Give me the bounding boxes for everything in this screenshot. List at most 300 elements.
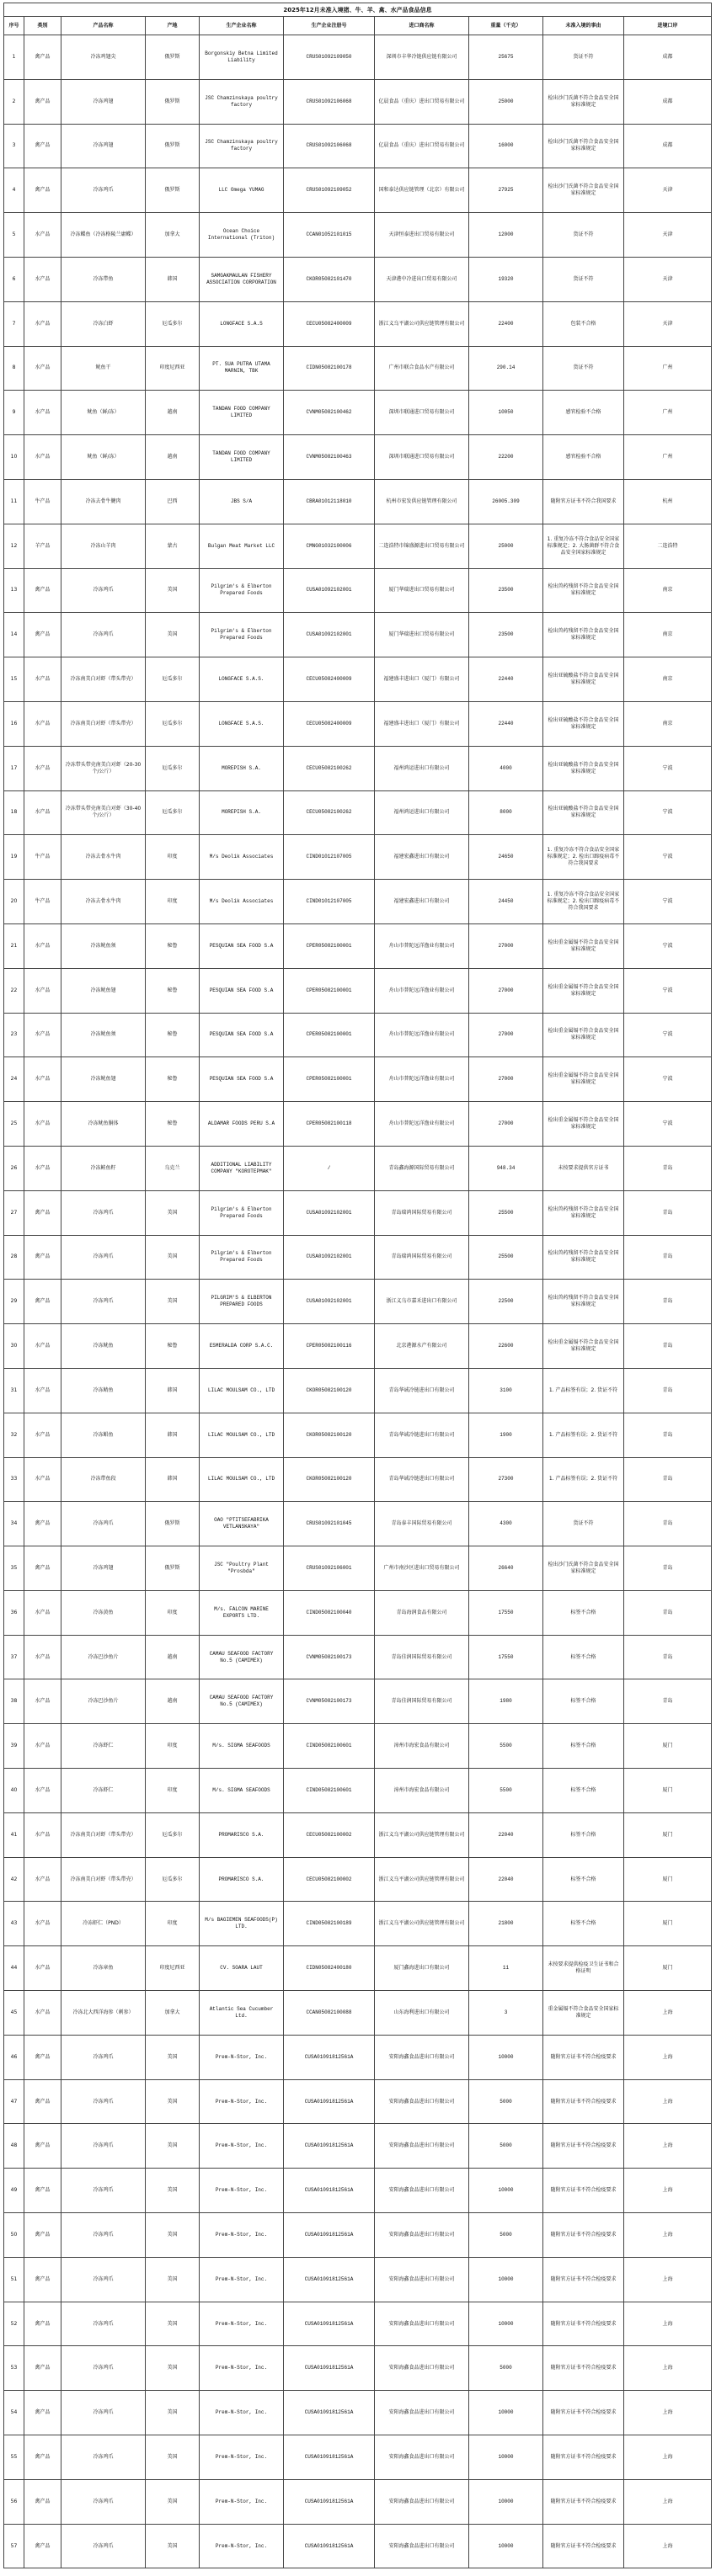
cell-port: 宁波	[624, 880, 712, 924]
cell-producer: CAMAU SEAFOOD FACTORY No.5 (CAMIMEX)	[200, 1636, 284, 1680]
cell-category: 水产品	[24, 1946, 61, 1991]
cell-weight: 290.14	[469, 347, 543, 391]
cell-weight: 22440	[469, 702, 543, 747]
cell-category: 水产品	[24, 1591, 61, 1636]
cell-product-name: 冷冻鸡翅	[61, 1546, 146, 1591]
cell-producer: ALDAMAR FOODS PERU S.A	[200, 1102, 284, 1147]
cell-weight: 24650	[469, 835, 543, 880]
cell-importer: 国和泰达供应链管理（北京）有限公司	[375, 168, 469, 213]
cell-serial: 10	[4, 435, 24, 480]
cell-registration-no: CPER05082100001	[284, 969, 375, 1014]
cell-product-name: 冷冻鸡爪	[61, 168, 146, 213]
cell-port: 厦门	[624, 1813, 712, 1858]
cell-port: 南京	[624, 657, 712, 702]
cell-producer: Pilgrim's & Elberton Prepared Foods	[200, 1236, 284, 1280]
cell-importer: 浙江义乌平湖公司供应链管理有限公司	[375, 1858, 469, 1903]
cell-port: 宁波	[624, 1014, 712, 1058]
cell-serial: 11	[4, 480, 24, 524]
cell-origin: 加拿大	[146, 1991, 200, 2036]
cell-weight: 5000	[469, 2213, 543, 2258]
header-serial: 序号	[4, 17, 24, 35]
cell-category: 水产品	[24, 347, 61, 391]
cell-serial: 19	[4, 835, 24, 880]
cell-origin: 印度	[146, 1902, 200, 1946]
cell-registration-no: CUSA01091812561A	[284, 2169, 375, 2213]
cell-serial: 20	[4, 880, 24, 924]
cell-importer: 舟山市普陀远洋渔业有限公司	[375, 1102, 469, 1147]
cell-importer: 天津恒泰进出口贸易有限公司	[375, 213, 469, 258]
cell-origin: 美国	[146, 2169, 200, 2213]
cell-reason: 检出兽药残留不符合食品安全国家标准规定	[543, 1191, 624, 1236]
cell-registration-no: CIND01012107005	[284, 880, 375, 924]
header-port: 进境口岸	[624, 17, 712, 35]
cell-weight: 27000	[469, 1057, 543, 1102]
cell-origin: 印度尼西亚	[146, 347, 200, 391]
cell-importer: 舟山市普陀远洋渔业有限公司	[375, 1014, 469, 1058]
cell-serial: 57	[4, 2525, 24, 2569]
cell-product-name: 冷冻章鱼	[61, 1946, 146, 1991]
table-row	[4, 2391, 712, 2435]
cell-weight: 5000	[469, 2080, 543, 2125]
cell-serial: 21	[4, 924, 24, 969]
cell-reason: 检出沙门氏菌不符合食品安全国家标准规定	[543, 168, 624, 213]
cell-product-name: 冷冻去骨牛腱肉	[61, 480, 146, 524]
cell-weight: 948.34	[469, 1147, 543, 1191]
cell-origin: 美国	[146, 2302, 200, 2347]
cell-origin: 越南	[146, 1636, 200, 1680]
table-row	[4, 702, 712, 747]
cell-origin: 厄瓜多尔	[146, 1813, 200, 1858]
cell-reason: 标签不合格	[543, 1902, 624, 1946]
cell-registration-no: CUSA01092102001	[284, 1280, 375, 1324]
cell-importer: 浙江义乌平湖公司供应链管理有限公司	[375, 1902, 469, 1946]
cell-serial: 53	[4, 2346, 24, 2391]
cell-product-name: 冷冻虾仁	[61, 1769, 146, 1813]
cell-reason: 随附官方证书不符合我国要求	[543, 480, 624, 524]
cell-serial: 43	[4, 1902, 24, 1946]
cell-producer: Borgonskiy Betna Limited Liability	[200, 35, 284, 80]
cell-importer: 深圳市联通进口贸易有限公司	[375, 391, 469, 435]
cell-product-name: 冷冻南美白对虾（带头带壳）	[61, 657, 146, 702]
cell-port: 上海	[624, 2080, 712, 2125]
cell-reason: 未按要求提供官方证书	[543, 1147, 624, 1191]
cell-importer: 深圳市丰华冷链供应链有限公司	[375, 35, 469, 80]
cell-producer: Prem-N-Stor, Inc.	[200, 2169, 284, 2213]
cell-reason: 标签不合格	[543, 1591, 624, 1636]
cell-registration-no: CUSA01091812561A	[284, 2480, 375, 2525]
cell-product-name: 冷冻鸡爪	[61, 2435, 146, 2480]
cell-registration-no: CKOR05082100120	[284, 1369, 375, 1413]
cell-origin: 巴西	[146, 480, 200, 524]
cell-importer: 青岛佳润国际贸易有限公司	[375, 1636, 469, 1680]
data-table	[3, 3, 712, 2568]
table-row	[4, 1858, 712, 1903]
cell-producer: PROMARISCO S.A.	[200, 1813, 284, 1858]
table-row	[4, 391, 712, 435]
table-row	[4, 1546, 712, 1591]
cell-origin: 印度尼西亚	[146, 1946, 200, 1991]
cell-product-name: 冷冻鸡爪	[61, 1236, 146, 1280]
cell-producer: Ocean Choice International (Triton)	[200, 213, 284, 258]
cell-registration-no: CIDN05082400180	[284, 1946, 375, 1991]
cell-reason: 货证不符	[543, 35, 624, 80]
cell-producer: Prem-N-Stor, Inc.	[200, 2080, 284, 2125]
table-row	[4, 1591, 712, 1636]
cell-weight: 21800	[469, 1902, 543, 1946]
cell-serial: 37	[4, 1636, 24, 1680]
cell-product-name: 冷冻鸡爪	[61, 2036, 146, 2080]
cell-weight: 25500	[469, 1236, 543, 1280]
cell-registration-no: CKOR05082100120	[284, 1413, 375, 1458]
cell-origin: 秘鲁	[146, 1324, 200, 1369]
cell-reason: 1. 重复冷冻不符合食品安全国家标准规定；2. 检出口蹄疫病毒不符合我国要求	[543, 880, 624, 924]
cell-producer: PT. SUA PUTRA UTAMA MARNIN, TBK	[200, 347, 284, 391]
table-row	[4, 35, 712, 80]
cell-category: 禽产品	[24, 2169, 61, 2213]
cell-product-name: 冷冻鲭鱼	[61, 1369, 146, 1413]
cell-port: 广州	[624, 435, 712, 480]
cell-producer: PILGRIM'S & ELBERTON PREPARED FOODS	[200, 1280, 284, 1324]
cell-origin: 俄罗斯	[146, 1502, 200, 1546]
cell-origin: 加拿大	[146, 213, 200, 258]
cell-origin: 越南	[146, 391, 200, 435]
cell-serial: 29	[4, 1280, 24, 1324]
cell-origin: 韩国	[146, 1458, 200, 1503]
cell-category: 水产品	[24, 1679, 61, 1724]
cell-registration-no: CUSA01092102001	[284, 569, 375, 614]
cell-registration-no: CCAN05082100088	[284, 1991, 375, 2036]
cell-weight: 27000	[469, 924, 543, 969]
cell-producer: PROMARISCO S.A.	[200, 1858, 284, 1903]
cell-importer: 漳州市海宏食品有限公司	[375, 1769, 469, 1813]
cell-weight: 10000	[469, 2036, 543, 2080]
cell-serial: 56	[4, 2480, 24, 2525]
cell-reason: 1. 重复冷冻不符合食品安全国家标准规定；2. 检出口蹄疫病毒不符合我国要求	[543, 835, 624, 880]
cell-origin: 美国	[146, 2258, 200, 2302]
cell-importer: 福建宏鑫进出口有限公司	[375, 880, 469, 924]
cell-product-name: 冷冻鱿鱼须	[61, 924, 146, 969]
cell-product-name: 冷冻鸡爪	[61, 2258, 146, 2302]
cell-port: 上海	[624, 2480, 712, 2525]
cell-port: 青岛	[624, 1679, 712, 1724]
cell-product-name: 冷冻带头带壳南美白对虾（20-30个/公斤）	[61, 747, 146, 791]
cell-serial: 40	[4, 1769, 24, 1813]
cell-registration-no: CECU05082100002	[284, 1858, 375, 1903]
cell-reason: 货证不符	[543, 347, 624, 391]
cell-importer: 福建盛丰进出口（厦门）有限公司	[375, 702, 469, 747]
cell-serial: 27	[4, 1191, 24, 1236]
cell-origin: 印度	[146, 880, 200, 924]
cell-registration-no: CRUS01092109052	[284, 168, 375, 213]
cell-product-name: 冷冻黄鱼	[61, 1591, 146, 1636]
cell-importer: 安阳海鑫食品进出口有限公司	[375, 2213, 469, 2258]
cell-producer: Prem-N-Stor, Inc.	[200, 2480, 284, 2525]
cell-port: 上海	[624, 2036, 712, 2080]
cell-producer: ADDITIONAL LIABILITY COMPANY "KOROTEPMAK"	[200, 1147, 284, 1191]
cell-importer: 青岛海润食品有限公司	[375, 1591, 469, 1636]
cell-port: 南京	[624, 613, 712, 657]
cell-reason: 随附官方证书不符合检疫要求	[543, 2213, 624, 2258]
cell-origin: 俄罗斯	[146, 168, 200, 213]
cell-reason: 检出亚硫酸盐不符合食品安全国家标准规定	[543, 702, 624, 747]
cell-reason: 随附官方证书不符合检疫要求	[543, 2480, 624, 2525]
cell-reason: 随附官方证书不符合检疫要求	[543, 2036, 624, 2080]
cell-weight: 3	[469, 1991, 543, 2036]
cell-port: 成都	[624, 125, 712, 169]
cell-serial: 3	[4, 125, 24, 169]
cell-registration-no: CCAN01052101015	[284, 213, 375, 258]
cell-origin: 美国	[146, 2213, 200, 2258]
cell-reason: 标签不合格	[543, 1724, 624, 1769]
table-row	[4, 302, 712, 347]
cell-producer: M/s. SIGMA SEAFOODS	[200, 1769, 284, 1813]
cell-weight: 27300	[469, 1458, 543, 1503]
cell-category: 水产品	[24, 969, 61, 1014]
cell-importer: 青岛佳润国际贸易有限公司	[375, 1679, 469, 1724]
cell-importer: 漳州市海宏食品有限公司	[375, 1724, 469, 1769]
cell-product-name: 冷冻鱿鱼胴体	[61, 1102, 146, 1147]
cell-producer: M/s Deolik Associates	[200, 880, 284, 924]
cell-weight: 22040	[469, 1858, 543, 1903]
cell-product-name: 鱿鱼（鲜/冻）	[61, 391, 146, 435]
cell-port: 青岛	[624, 1636, 712, 1680]
cell-port: 上海	[624, 2124, 712, 2169]
table-row	[4, 213, 712, 258]
cell-reason: 包装不合格	[543, 302, 624, 347]
cell-weight: 10000	[469, 2391, 543, 2435]
cell-weight: 10050	[469, 391, 543, 435]
table-row	[4, 347, 712, 391]
cell-port: 青岛	[624, 1413, 712, 1458]
cell-category: 禽产品	[24, 2480, 61, 2525]
cell-weight: 22440	[469, 657, 543, 702]
table-row	[4, 1502, 712, 1546]
cell-reason: 货证不符	[543, 213, 624, 258]
cell-reason: 未按要求提供检疫卫生证书和合格证明	[543, 1946, 624, 1991]
cell-weight: 25675	[469, 35, 543, 80]
cell-reason: 检出沙门氏菌不符合食品安全国家标准规定	[543, 80, 624, 125]
cell-port: 宁波	[624, 835, 712, 880]
table-row	[4, 2258, 712, 2302]
cell-category: 水产品	[24, 391, 61, 435]
table-row	[4, 2213, 712, 2258]
cell-registration-no: CRUS01092106068	[284, 125, 375, 169]
cell-product-name: 冷冻虾仁	[61, 1724, 146, 1769]
table-row	[4, 2169, 712, 2213]
cell-producer: LILAC MOULSAM CO., LTD	[200, 1458, 284, 1503]
cell-category: 水产品	[24, 1413, 61, 1458]
cell-port: 青岛	[624, 1324, 712, 1369]
cell-product-name: 冷冻鸡翅	[61, 125, 146, 169]
cell-port: 天津	[624, 213, 712, 258]
cell-reason: 随附官方证书不符合检疫要求	[543, 2435, 624, 2480]
table-body	[4, 35, 712, 2568]
cell-weight: 12000	[469, 213, 543, 258]
table-row	[4, 1769, 712, 1813]
header-reason: 未准入境的事由	[543, 17, 624, 35]
cell-category: 禽产品	[24, 1236, 61, 1280]
cell-port: 厦门	[624, 1858, 712, 1903]
table-row	[4, 569, 712, 614]
cell-category: 水产品	[24, 302, 61, 347]
cell-importer: 安阳海鑫食品进出口有限公司	[375, 2302, 469, 2347]
cell-weight: 23500	[469, 613, 543, 657]
table-row	[4, 258, 712, 302]
cell-reason: 随附官方证书不符合检疫要求	[543, 2080, 624, 2125]
cell-producer: M/s BAGIEMEN SEAFOODS(P) LTD.	[200, 1902, 284, 1946]
cell-serial: 4	[4, 168, 24, 213]
cell-category: 禽产品	[24, 2213, 61, 2258]
cell-serial: 14	[4, 613, 24, 657]
cell-producer: Prem-N-Stor, Inc.	[200, 2258, 284, 2302]
cell-weight: 3100	[469, 1369, 543, 1413]
cell-category: 禽产品	[24, 2525, 61, 2569]
table-row	[4, 1324, 712, 1369]
cell-producer: Prem-N-Stor, Inc.	[200, 2346, 284, 2391]
cell-product-name: 冷冻鲑鱼籽	[61, 1147, 146, 1191]
cell-serial: 22	[4, 969, 24, 1014]
cell-weight: 22400	[469, 302, 543, 347]
table-row	[4, 1991, 712, 2036]
cell-origin: 印度	[146, 1769, 200, 1813]
cell-importer: 杭州市宏发供应链管理有限公司	[375, 480, 469, 524]
table-row	[4, 125, 712, 169]
cell-category: 水产品	[24, 1014, 61, 1058]
cell-producer: LONGFACE S.A.S	[200, 302, 284, 347]
cell-serial: 1	[4, 35, 24, 80]
cell-reason: 标签不合格	[543, 1858, 624, 1903]
cell-registration-no: CPER05082100001	[284, 924, 375, 969]
table-row	[4, 2480, 712, 2525]
cell-category: 水产品	[24, 747, 61, 791]
cell-serial: 16	[4, 702, 24, 747]
cell-origin: 越南	[146, 435, 200, 480]
cell-registration-no: CUSA01091812561A	[284, 2080, 375, 2125]
cell-reason: 1. 产品标签有误；2. 货证不符	[543, 1369, 624, 1413]
cell-category: 水产品	[24, 702, 61, 747]
cell-registration-no: CUSA01091812561A	[284, 2346, 375, 2391]
table-row	[4, 1458, 712, 1503]
cell-category: 羊产品	[24, 524, 61, 569]
cell-producer: CV. SOARA LAUT	[200, 1946, 284, 1991]
table-row	[4, 2435, 712, 2480]
cell-registration-no: CUSA01091812561A	[284, 2213, 375, 2258]
cell-importer: 浙江义乌平湖公司供应链管理有限公司	[375, 302, 469, 347]
cell-registration-no: CIND05082100601	[284, 1769, 375, 1813]
cell-origin: 秘鲁	[146, 1014, 200, 1058]
cell-registration-no: CECU05082100002	[284, 1813, 375, 1858]
cell-port: 上海	[624, 2525, 712, 2569]
table-row	[4, 747, 712, 791]
cell-port: 上海	[624, 2258, 712, 2302]
cell-reason: 检出兽药残留不符合食品安全国家标准规定	[543, 1280, 624, 1324]
cell-weight: 4000	[469, 747, 543, 791]
cell-category: 禽产品	[24, 2036, 61, 2080]
cell-port: 宁波	[624, 1102, 712, 1147]
header-weight: 重量（千克）	[469, 17, 543, 35]
cell-registration-no: CKOR05082101470	[284, 258, 375, 302]
cell-producer: Prem-N-Stor, Inc.	[200, 2213, 284, 2258]
header-category: 类别	[24, 17, 61, 35]
cell-serial: 30	[4, 1324, 24, 1369]
table-row	[4, 969, 712, 1014]
cell-importer: 福建宏鑫进出口有限公司	[375, 835, 469, 880]
cell-category: 水产品	[24, 1102, 61, 1147]
cell-serial: 32	[4, 1413, 24, 1458]
cell-importer: 青岛华诚冷链进出口有限公司	[375, 1458, 469, 1503]
cell-origin: 俄罗斯	[146, 125, 200, 169]
cell-weight: 11	[469, 1946, 543, 1991]
cell-category: 水产品	[24, 1057, 61, 1102]
cell-port: 宁波	[624, 969, 712, 1014]
cell-reason: 随附官方证书不符合检疫要求	[543, 2525, 624, 2569]
cell-origin: 印度	[146, 835, 200, 880]
cell-importer: 广州市南沙区进出口贸易有限公司	[375, 1546, 469, 1591]
cell-port: 青岛	[624, 1191, 712, 1236]
cell-reason: 标签不合格	[543, 1679, 624, 1724]
header-importer: 进口商名称	[375, 17, 469, 35]
cell-serial: 24	[4, 1057, 24, 1102]
cell-port: 厦门	[624, 1902, 712, 1946]
cell-origin: 厄瓜多尔	[146, 1858, 200, 1903]
cell-category: 水产品	[24, 1324, 61, 1369]
cell-product-name: 冷冻鸡爪	[61, 2080, 146, 2125]
cell-registration-no: CECU05082400009	[284, 302, 375, 347]
cell-serial: 25	[4, 1102, 24, 1147]
cell-port: 广州	[624, 391, 712, 435]
cell-origin: 厄瓜多尔	[146, 747, 200, 791]
cell-importer: 深圳市联通进口贸易有限公司	[375, 435, 469, 480]
cell-port: 上海	[624, 2435, 712, 2480]
cell-serial: 34	[4, 1502, 24, 1546]
cell-producer: OAO "PTITSEFABRIKA VETLANSKAYA"	[200, 1502, 284, 1546]
cell-reason: 检出兽药残留不符合食品安全国家标准规定	[543, 569, 624, 614]
table-row	[4, 2080, 712, 2125]
cell-producer: Bulgan Meat Market LLC	[200, 524, 284, 569]
cell-reason: 货证不符	[543, 258, 624, 302]
table-row	[4, 791, 712, 836]
table-row	[4, 924, 712, 969]
cell-importer: 厦门鑫海进出口有限公司	[375, 1946, 469, 1991]
cell-origin: 秘鲁	[146, 1057, 200, 1102]
cell-origin: 秘鲁	[146, 924, 200, 969]
cell-weight: 4300	[469, 1502, 543, 1546]
cell-serial: 8	[4, 347, 24, 391]
cell-registration-no: CIND05082100601	[284, 1724, 375, 1769]
cell-category: 水产品	[24, 258, 61, 302]
table-row	[4, 1636, 712, 1680]
cell-reason: 检出重金属镉不符合食品安全国家标准规定	[543, 1324, 624, 1369]
cell-category: 禽产品	[24, 2302, 61, 2347]
cell-origin: 印度	[146, 1724, 200, 1769]
cell-reason: 检出重金属镉不符合食品安全国家标准规定	[543, 969, 624, 1014]
cell-registration-no: CRUS01092106001	[284, 1546, 375, 1591]
cell-producer: PESQUIAN SEA FOOD S.A	[200, 969, 284, 1014]
table-row	[4, 1813, 712, 1858]
cell-producer: ESMERALDA CORP S.A.C.	[200, 1324, 284, 1369]
cell-category: 禽产品	[24, 2258, 61, 2302]
cell-port: 青岛	[624, 1280, 712, 1324]
cell-origin: 美国	[146, 2480, 200, 2525]
cell-importer: 浙江义乌市嘉禾进出口有限公司	[375, 1280, 469, 1324]
table-row	[4, 835, 712, 880]
table-row	[4, 2124, 712, 2169]
cell-port: 青岛	[624, 1546, 712, 1591]
cell-origin: 厄瓜多尔	[146, 702, 200, 747]
cell-producer: M/s Deolik Associates	[200, 835, 284, 880]
cell-producer: Pilgrim's & Elberton Prepared Foods	[200, 613, 284, 657]
cell-reason: 1. 重复冷冻不符合食品安全国家标准规定；2. 大肠菌群不符合食品安全国家标准规定	[543, 524, 624, 569]
